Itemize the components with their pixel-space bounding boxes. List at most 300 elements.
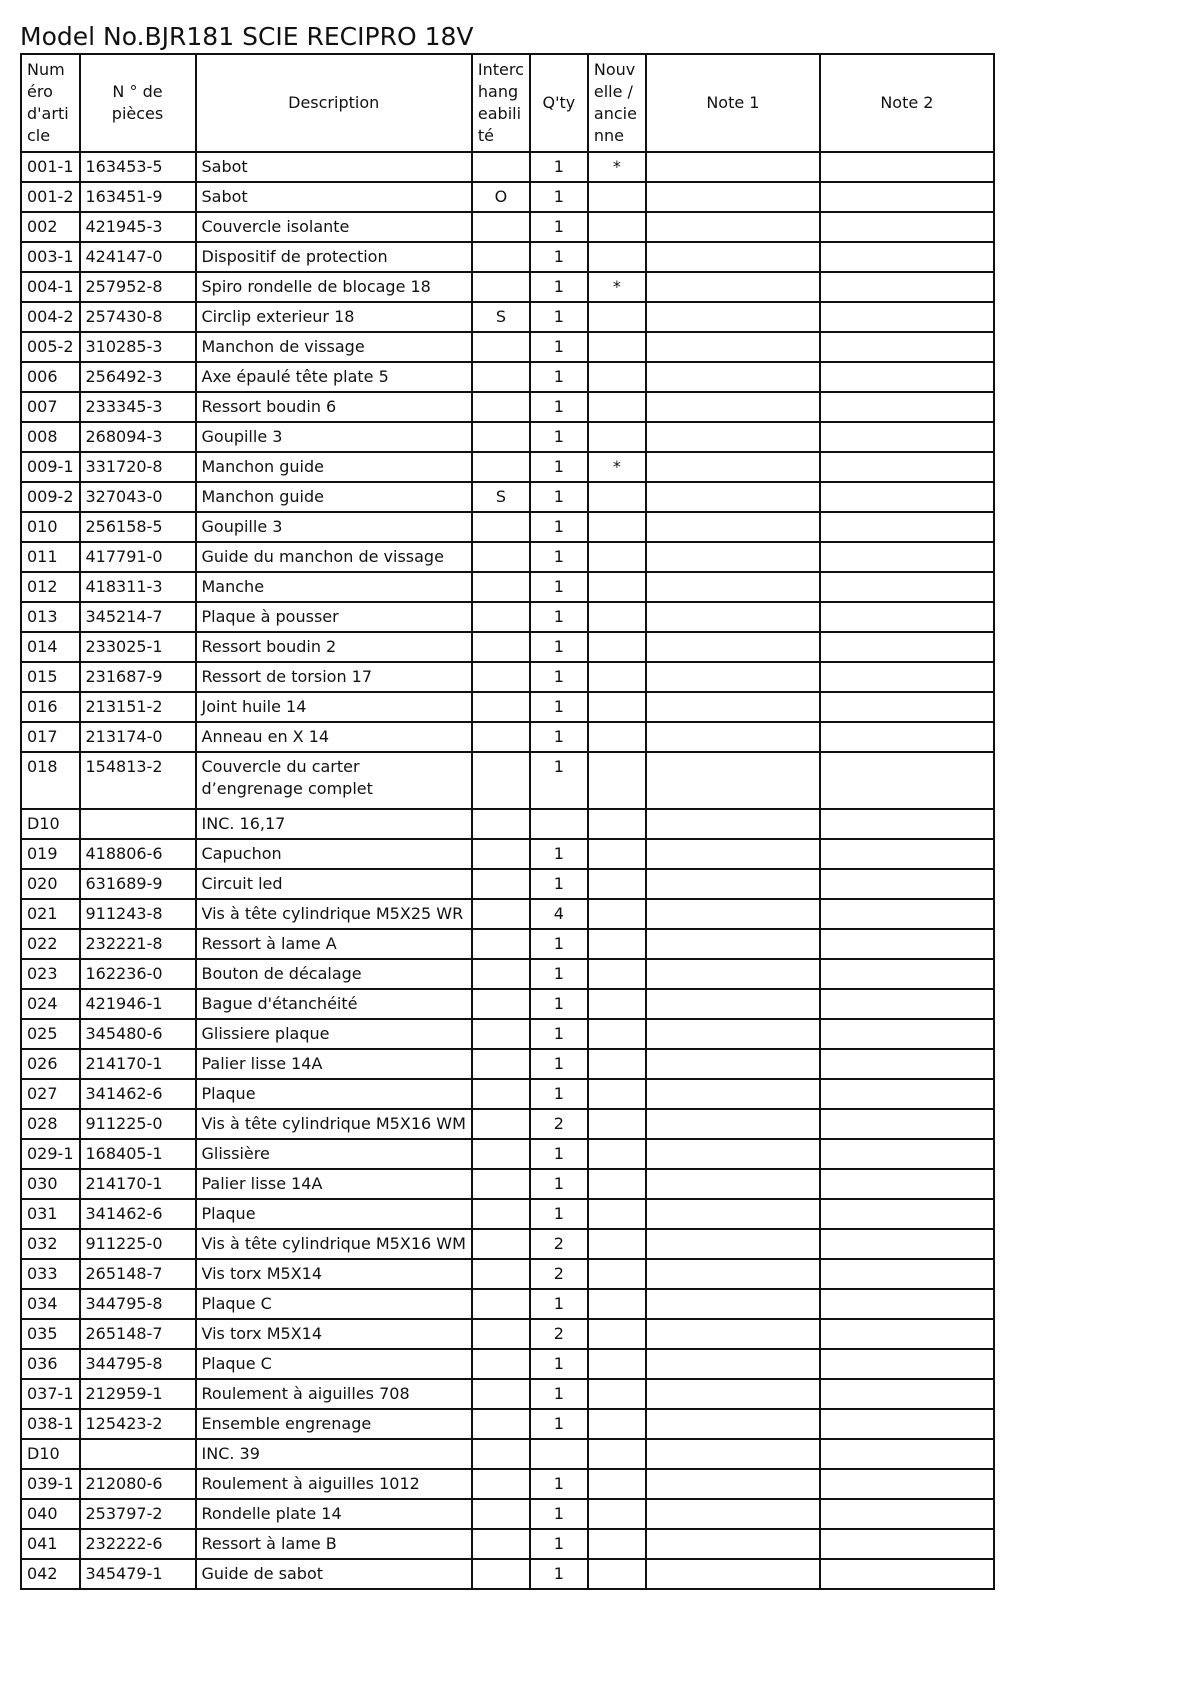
cell-part-number: 233345-3	[80, 392, 196, 422]
cell-description: Anneau en X 14	[196, 722, 472, 752]
cell-item-number: 029-1	[21, 1139, 80, 1169]
cell-description: Dispositif de protection	[196, 242, 472, 272]
table-row	[21, 989, 994, 1019]
cell-item-number: 042	[21, 1559, 80, 1589]
cell-note-2	[820, 302, 994, 332]
cell-part-number: 345479-1	[80, 1559, 196, 1589]
cell-new-old	[588, 632, 646, 662]
cell-item-number: 016	[21, 692, 80, 722]
cell-interchangeability	[472, 332, 530, 362]
cell-part-number: 327043-0	[80, 482, 196, 512]
table-row	[21, 662, 994, 692]
cell-note-1	[646, 482, 820, 512]
cell-new-old	[588, 1469, 646, 1499]
cell-quantity: 1	[530, 392, 588, 422]
cell-interchangeability: S	[472, 302, 530, 332]
table-row	[21, 1049, 994, 1079]
cell-part-number: 268094-3	[80, 422, 196, 452]
cell-interchangeability	[472, 1289, 530, 1319]
cell-note-1	[646, 1319, 820, 1349]
cell-description: Plaque à pousser	[196, 602, 472, 632]
cell-note-2	[820, 1559, 994, 1589]
cell-part-number: 213151-2	[80, 692, 196, 722]
cell-quantity: 1	[530, 302, 588, 332]
cell-quantity: 1	[530, 452, 588, 482]
cell-interchangeability	[472, 1199, 530, 1229]
cell-description: Capuchon	[196, 839, 472, 869]
cell-item-number: 005-2	[21, 332, 80, 362]
cell-new-old	[588, 1289, 646, 1319]
cell-part-number: 341462-6	[80, 1079, 196, 1109]
cell-item-number: 010	[21, 512, 80, 542]
cell-description: Plaque C	[196, 1349, 472, 1379]
cell-quantity: 1	[530, 602, 588, 632]
cell-note-2	[820, 422, 994, 452]
cell-part-number: 424147-0	[80, 242, 196, 272]
cell-new-old	[588, 1379, 646, 1409]
table-row	[21, 1229, 994, 1259]
cell-note-2	[820, 452, 994, 482]
table-row	[21, 572, 994, 602]
cell-description: Sabot	[196, 152, 472, 182]
cell-interchangeability	[472, 1499, 530, 1529]
cell-part-number: 418806-6	[80, 839, 196, 869]
cell-quantity: 1	[530, 1019, 588, 1049]
cell-part-number: 421945-3	[80, 212, 196, 242]
cell-item-number: 001-1	[21, 152, 80, 182]
cell-interchangeability	[472, 572, 530, 602]
cell-note-1	[646, 1049, 820, 1079]
cell-interchangeability	[472, 1319, 530, 1349]
cell-item-number: 031	[21, 1199, 80, 1229]
table-row	[21, 869, 994, 899]
cell-item-number: 034	[21, 1289, 80, 1319]
cell-note-2	[820, 1529, 994, 1559]
cell-part-number: 163451-9	[80, 182, 196, 212]
cell-part-number: 213174-0	[80, 722, 196, 752]
table-row	[21, 362, 994, 392]
cell-part-number: 345480-6	[80, 1019, 196, 1049]
table-row	[21, 1439, 994, 1469]
cell-new-old	[588, 1139, 646, 1169]
cell-note-1	[646, 1409, 820, 1439]
cell-note-1	[646, 1289, 820, 1319]
cell-quantity: 1	[530, 1199, 588, 1229]
cell-note-2	[820, 572, 994, 602]
cell-item-number: D10	[21, 1439, 80, 1469]
table-row	[21, 542, 994, 572]
cell-interchangeability	[472, 392, 530, 422]
table-row	[21, 1349, 994, 1379]
cell-note-1	[646, 632, 820, 662]
cell-new-old	[588, 899, 646, 929]
cell-quantity: 1	[530, 1379, 588, 1409]
cell-note-1	[646, 572, 820, 602]
table-row	[21, 809, 994, 839]
cell-note-1	[646, 152, 820, 182]
cell-description: Manchon guide	[196, 482, 472, 512]
cell-note-2	[820, 1109, 994, 1139]
table-row	[21, 392, 994, 422]
cell-part-number: 265148-7	[80, 1319, 196, 1349]
cell-part-number: 233025-1	[80, 632, 196, 662]
cell-interchangeability	[472, 212, 530, 242]
cell-quantity: 1	[530, 1409, 588, 1439]
cell-part-number: 310285-3	[80, 332, 196, 362]
cell-quantity: 1	[530, 1499, 588, 1529]
cell-part-number: 253797-2	[80, 1499, 196, 1529]
cell-part-number: 168405-1	[80, 1139, 196, 1169]
table-row	[21, 899, 994, 929]
cell-note-1	[646, 752, 820, 809]
cell-item-number: 041	[21, 1529, 80, 1559]
cell-item-number: 019	[21, 839, 80, 869]
cell-interchangeability	[472, 452, 530, 482]
cell-item-number: 036	[21, 1349, 80, 1379]
cell-new-old	[588, 839, 646, 869]
cell-description: Vis torx M5X14	[196, 1259, 472, 1289]
cell-item-number: 014	[21, 632, 80, 662]
cell-note-1	[646, 1019, 820, 1049]
cell-interchangeability	[472, 1469, 530, 1499]
header-quantity: Q'ty	[530, 54, 588, 152]
cell-new-old	[588, 512, 646, 542]
cell-description: Bouton de décalage	[196, 959, 472, 989]
cell-interchangeability	[472, 242, 530, 272]
cell-interchangeability	[472, 1229, 530, 1259]
cell-note-1	[646, 272, 820, 302]
cell-quantity: 1	[530, 152, 588, 182]
cell-quantity: 1	[530, 662, 588, 692]
cell-quantity: 2	[530, 1109, 588, 1139]
cell-note-1	[646, 1469, 820, 1499]
table-row	[21, 1289, 994, 1319]
cell-note-1	[646, 1259, 820, 1289]
cell-note-2	[820, 272, 994, 302]
cell-quantity: 1	[530, 1079, 588, 1109]
cell-item-number: 025	[21, 1019, 80, 1049]
cell-quantity: 1	[530, 959, 588, 989]
cell-interchangeability	[472, 152, 530, 182]
cell-part-number	[80, 809, 196, 839]
cell-note-1	[646, 1559, 820, 1589]
cell-note-2	[820, 809, 994, 839]
cell-quantity: 1	[530, 1139, 588, 1169]
cell-quantity: 1	[530, 929, 588, 959]
cell-note-2	[820, 1169, 994, 1199]
header-item-number: Numéro d'article	[21, 54, 80, 152]
cell-description: Spiro rondelle de blocage 18	[196, 272, 472, 302]
cell-quantity: 1	[530, 752, 588, 809]
cell-quantity: 1	[530, 1349, 588, 1379]
cell-quantity: 2	[530, 1259, 588, 1289]
cell-note-2	[820, 1289, 994, 1319]
table-row	[21, 272, 994, 302]
cell-quantity: 1	[530, 422, 588, 452]
cell-description: Couvercle du carter d’engrenage complet	[196, 752, 472, 809]
table-row	[21, 512, 994, 542]
cell-item-number: 023	[21, 959, 80, 989]
cell-description: Rondelle plate 14	[196, 1499, 472, 1529]
cell-interchangeability	[472, 989, 530, 1019]
table-row	[21, 1469, 994, 1499]
cell-description: Ressort boudin 2	[196, 632, 472, 662]
table-row	[21, 332, 994, 362]
cell-note-2	[820, 1319, 994, 1349]
cell-interchangeability	[472, 1559, 530, 1589]
cell-note-2	[820, 1229, 994, 1259]
cell-note-1	[646, 1079, 820, 1109]
cell-note-2	[820, 752, 994, 809]
table-row	[21, 1409, 994, 1439]
cell-note-1	[646, 809, 820, 839]
table-row	[21, 182, 994, 212]
table-row	[21, 422, 994, 452]
cell-description: Roulement à aiguilles 708	[196, 1379, 472, 1409]
table-row	[21, 482, 994, 512]
cell-item-number: 001-2	[21, 182, 80, 212]
cell-new-old: *	[588, 452, 646, 482]
cell-new-old	[588, 722, 646, 752]
cell-part-number: 421946-1	[80, 989, 196, 1019]
table-row	[21, 632, 994, 662]
cell-interchangeability	[472, 752, 530, 809]
cell-new-old	[588, 1049, 646, 1079]
cell-item-number: 028	[21, 1109, 80, 1139]
cell-item-number: 007	[21, 392, 80, 422]
table-row	[21, 959, 994, 989]
cell-note-1	[646, 869, 820, 899]
cell-note-1	[646, 722, 820, 752]
cell-description: Ressort de torsion 17	[196, 662, 472, 692]
header-interchangeability: Interchangeabilité	[472, 54, 530, 152]
cell-note-2	[820, 542, 994, 572]
table-row	[21, 1319, 994, 1349]
cell-part-number: 163453-5	[80, 152, 196, 182]
cell-description: Vis torx M5X14	[196, 1319, 472, 1349]
cell-interchangeability	[472, 1529, 530, 1559]
cell-note-2	[820, 1409, 994, 1439]
cell-description: Plaque	[196, 1079, 472, 1109]
cell-note-2	[820, 692, 994, 722]
cell-item-number: 006	[21, 362, 80, 392]
table-row	[21, 1109, 994, 1139]
cell-quantity: 1	[530, 542, 588, 572]
cell-note-1	[646, 362, 820, 392]
cell-quantity: 1	[530, 839, 588, 869]
cell-interchangeability	[472, 899, 530, 929]
cell-new-old	[588, 662, 646, 692]
cell-description: Glissière	[196, 1139, 472, 1169]
cell-interchangeability	[472, 869, 530, 899]
cell-note-2	[820, 482, 994, 512]
cell-part-number: 911243-8	[80, 899, 196, 929]
cell-new-old	[588, 182, 646, 212]
cell-interchangeability	[472, 722, 530, 752]
cell-note-2	[820, 152, 994, 182]
cell-note-2	[820, 1379, 994, 1409]
cell-note-2	[820, 1079, 994, 1109]
cell-quantity: 1	[530, 182, 588, 212]
table-header	[21, 54, 994, 152]
cell-part-number: 417791-0	[80, 542, 196, 572]
table-row	[21, 212, 994, 242]
cell-note-2	[820, 362, 994, 392]
cell-note-2	[820, 1469, 994, 1499]
cell-part-number: 257430-8	[80, 302, 196, 332]
cell-interchangeability: S	[472, 482, 530, 512]
cell-item-number: 003-1	[21, 242, 80, 272]
cell-item-number: 026	[21, 1049, 80, 1079]
cell-part-number: 418311-3	[80, 572, 196, 602]
cell-part-number: 256492-3	[80, 362, 196, 392]
cell-interchangeability	[472, 1349, 530, 1379]
cell-interchangeability	[472, 1379, 530, 1409]
cell-description: Ressort boudin 6	[196, 392, 472, 422]
cell-quantity: 1	[530, 512, 588, 542]
cell-item-number: 035	[21, 1319, 80, 1349]
cell-part-number: 265148-7	[80, 1259, 196, 1289]
cell-note-1	[646, 302, 820, 332]
cell-description: Circuit led	[196, 869, 472, 899]
cell-description: Manchon guide	[196, 452, 472, 482]
cell-item-number: 032	[21, 1229, 80, 1259]
cell-interchangeability	[472, 1259, 530, 1289]
cell-part-number	[80, 1439, 196, 1469]
table-row	[21, 302, 994, 332]
cell-item-number: 015	[21, 662, 80, 692]
cell-interchangeability	[472, 929, 530, 959]
cell-part-number: 345214-7	[80, 602, 196, 632]
cell-new-old	[588, 809, 646, 839]
cell-quantity: 2	[530, 1229, 588, 1259]
cell-note-1	[646, 1529, 820, 1559]
table-body	[21, 152, 994, 1589]
cell-interchangeability	[472, 839, 530, 869]
cell-interchangeability	[472, 422, 530, 452]
cell-description: Goupille 3	[196, 512, 472, 542]
cell-quantity: 1	[530, 1049, 588, 1079]
cell-quantity: 1	[530, 1469, 588, 1499]
cell-description: Couvercle isolante	[196, 212, 472, 242]
cell-new-old	[588, 482, 646, 512]
cell-part-number: 257952-8	[80, 272, 196, 302]
cell-description: Plaque C	[196, 1289, 472, 1319]
table-row	[21, 1559, 994, 1589]
cell-quantity: 1	[530, 272, 588, 302]
parts-table	[20, 53, 995, 1590]
cell-new-old: *	[588, 152, 646, 182]
cell-new-old	[588, 1199, 646, 1229]
cell-quantity: 2	[530, 1319, 588, 1349]
cell-note-1	[646, 332, 820, 362]
cell-note-1	[646, 959, 820, 989]
cell-new-old	[588, 869, 646, 899]
table-row	[21, 1139, 994, 1169]
cell-note-1	[646, 692, 820, 722]
cell-note-1	[646, 989, 820, 1019]
cell-note-2	[820, 212, 994, 242]
cell-interchangeability	[472, 662, 530, 692]
cell-note-2	[820, 632, 994, 662]
cell-interchangeability	[472, 1019, 530, 1049]
cell-new-old	[588, 1349, 646, 1379]
header-part-number: N ° de pièces	[80, 54, 196, 152]
cell-item-number: 033	[21, 1259, 80, 1289]
cell-item-number: 030	[21, 1169, 80, 1199]
header-note-1: Note 1	[646, 54, 820, 152]
cell-new-old	[588, 602, 646, 632]
cell-note-1	[646, 1199, 820, 1229]
table-row	[21, 152, 994, 182]
cell-new-old	[588, 1439, 646, 1469]
cell-note-1	[646, 542, 820, 572]
cell-description: Ressort à lame B	[196, 1529, 472, 1559]
cell-note-2	[820, 1199, 994, 1229]
cell-item-number: 009-2	[21, 482, 80, 512]
cell-note-2	[820, 1139, 994, 1169]
cell-note-2	[820, 602, 994, 632]
cell-item-number: 038-1	[21, 1409, 80, 1439]
cell-note-1	[646, 422, 820, 452]
cell-part-number: 256158-5	[80, 512, 196, 542]
cell-item-number: 037-1	[21, 1379, 80, 1409]
cell-new-old	[588, 1559, 646, 1589]
cell-item-number: 011	[21, 542, 80, 572]
cell-new-old	[588, 1109, 646, 1139]
cell-description: Glissiere plaque	[196, 1019, 472, 1049]
table-row	[21, 1079, 994, 1109]
cell-quantity: 1	[530, 1559, 588, 1589]
cell-note-2	[820, 1049, 994, 1079]
cell-note-2	[820, 989, 994, 1019]
table-row	[21, 722, 994, 752]
cell-note-1	[646, 602, 820, 632]
table-row	[21, 1169, 994, 1199]
cell-note-1	[646, 1139, 820, 1169]
cell-description: INC. 16,17	[196, 809, 472, 839]
cell-interchangeability	[472, 1409, 530, 1439]
cell-interchangeability	[472, 809, 530, 839]
table-row	[21, 602, 994, 632]
cell-new-old	[588, 302, 646, 332]
cell-item-number: 009-1	[21, 452, 80, 482]
cell-description: Plaque	[196, 1199, 472, 1229]
cell-part-number: 162236-0	[80, 959, 196, 989]
cell-quantity: 1	[530, 692, 588, 722]
cell-interchangeability	[472, 632, 530, 662]
cell-item-number: 004-1	[21, 272, 80, 302]
cell-quantity: 1	[530, 362, 588, 392]
table-row	[21, 1199, 994, 1229]
cell-quantity: 1	[530, 869, 588, 899]
cell-quantity: 1	[530, 242, 588, 272]
table-row	[21, 929, 994, 959]
cell-interchangeability	[472, 362, 530, 392]
cell-note-1	[646, 212, 820, 242]
cell-description: Circlip exterieur 18	[196, 302, 472, 332]
cell-new-old	[588, 959, 646, 989]
cell-new-old	[588, 989, 646, 1019]
cell-item-number: 021	[21, 899, 80, 929]
cell-part-number: 911225-0	[80, 1109, 196, 1139]
cell-description: Vis à tête cylindrique M5X16 WM	[196, 1229, 472, 1259]
cell-part-number: 911225-0	[80, 1229, 196, 1259]
cell-note-2	[820, 182, 994, 212]
cell-note-1	[646, 839, 820, 869]
cell-new-old	[588, 1529, 646, 1559]
cell-part-number: 212959-1	[80, 1379, 196, 1409]
